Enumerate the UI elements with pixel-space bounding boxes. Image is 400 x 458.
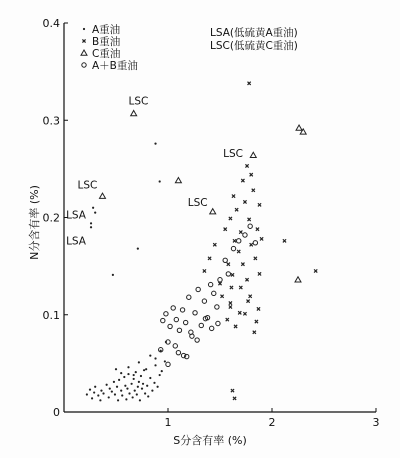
data-point — [208, 282, 212, 286]
data-point — [232, 195, 235, 198]
data-point — [250, 243, 253, 246]
x-marker-stroke — [250, 243, 253, 246]
x-marker-stroke — [208, 257, 211, 260]
data-point — [159, 374, 161, 376]
data-point — [131, 383, 133, 385]
data-point — [224, 228, 227, 231]
x-marker-stroke — [257, 307, 260, 310]
data-point — [154, 364, 156, 366]
point-annotation: LSC — [223, 148, 243, 161]
data-point — [235, 208, 238, 211]
data-point — [218, 278, 222, 282]
x-marker-stroke — [248, 218, 251, 221]
data-point — [137, 386, 139, 388]
x-marker-stroke — [229, 217, 232, 220]
data-point — [139, 399, 141, 401]
x-marker-stroke — [239, 230, 242, 233]
data-point — [250, 152, 256, 157]
data-point — [202, 299, 206, 303]
x-marker-stroke — [220, 295, 223, 298]
data-point — [135, 371, 137, 373]
data-point — [137, 248, 139, 250]
data-point — [210, 209, 216, 214]
data-point — [164, 312, 168, 316]
data-point — [94, 212, 96, 214]
data-point — [126, 388, 128, 390]
data-point — [143, 369, 145, 371]
data-point — [296, 125, 302, 130]
data-point — [260, 237, 263, 240]
x-marker-stroke — [232, 195, 235, 198]
y-tick-label: 0.3 — [42, 114, 60, 128]
x-marker-stroke — [245, 164, 248, 167]
data-point — [120, 372, 122, 374]
x-marker-stroke — [234, 325, 237, 328]
data-point — [127, 373, 129, 375]
data-point — [208, 257, 211, 260]
data-point — [157, 386, 159, 388]
series-3 — [159, 224, 258, 366]
data-point — [164, 360, 166, 362]
x-marker-stroke — [250, 173, 253, 176]
data-point — [220, 295, 223, 298]
legend-label: C重油 — [92, 48, 121, 60]
data-point — [180, 308, 184, 312]
data-point — [243, 312, 246, 315]
data-point — [86, 393, 88, 395]
data-point — [245, 164, 248, 167]
data-point — [187, 295, 191, 299]
data-point — [140, 375, 142, 377]
axes-layer — [27, 17, 380, 447]
x-marker-stroke — [249, 295, 252, 298]
data-point — [183, 320, 187, 324]
data-point — [255, 320, 258, 323]
data-point — [203, 269, 206, 272]
data-point — [231, 389, 234, 392]
data-point — [226, 318, 229, 321]
point-annotation: LSC — [128, 95, 149, 108]
data-point — [94, 386, 96, 388]
data-point — [239, 286, 242, 289]
x-marker-stroke — [245, 278, 248, 281]
y-tick-label: 0.2 — [42, 211, 60, 225]
data-point — [146, 385, 148, 387]
x-axis-label: S分含有率 (%) — [173, 434, 247, 447]
data-point — [241, 179, 244, 182]
data-point — [118, 379, 120, 381]
data-point — [229, 217, 232, 220]
point-annotation: LSC — [187, 196, 208, 209]
data-point — [212, 291, 216, 295]
x-marker-stroke — [252, 189, 255, 192]
data-point — [248, 224, 252, 228]
data-point — [238, 311, 241, 314]
data-point — [250, 173, 253, 176]
data-point — [120, 390, 122, 392]
data-point — [102, 392, 104, 394]
point-annotation: LSA — [66, 209, 86, 222]
data-point — [89, 389, 91, 391]
data-point — [97, 394, 99, 396]
legend-note: LSA(低硫黄A重油) — [210, 27, 298, 39]
data-point — [99, 399, 101, 401]
y-tick-label: 0.1 — [42, 308, 60, 322]
x-marker-stroke — [260, 237, 263, 240]
data-point — [108, 396, 110, 398]
x-marker-stroke — [239, 286, 242, 289]
data-point — [249, 295, 252, 298]
data-point — [106, 384, 108, 386]
x-marker-stroke — [226, 318, 229, 321]
data-point — [131, 110, 137, 115]
origin-tick-label: 0 — [53, 406, 60, 419]
data-point — [149, 377, 151, 379]
data-point — [173, 344, 177, 348]
x-marker-stroke — [248, 82, 251, 85]
data-point — [99, 193, 105, 198]
data-point — [258, 272, 261, 275]
data-point — [147, 395, 149, 397]
x-marker-stroke — [229, 301, 232, 304]
data-point — [227, 263, 230, 266]
data-point — [114, 393, 116, 395]
data-point — [233, 397, 236, 400]
data-point — [233, 239, 236, 242]
data-point — [226, 272, 230, 276]
x-marker-stroke — [233, 397, 236, 400]
data-point — [90, 222, 92, 224]
data-point — [141, 388, 143, 390]
data-point — [258, 203, 261, 206]
data-point — [133, 378, 135, 380]
x-marker-stroke — [254, 257, 257, 260]
data-point — [93, 391, 95, 393]
x-marker-stroke — [243, 200, 246, 203]
x-marker-stroke — [218, 282, 221, 285]
point-annotation: LSA — [66, 235, 86, 248]
data-point — [138, 361, 140, 363]
data-point — [257, 307, 260, 310]
data-point — [199, 323, 203, 327]
data-point — [127, 366, 129, 368]
data-point — [151, 390, 153, 392]
x-marker-stroke — [258, 203, 261, 206]
data-point — [218, 282, 221, 285]
legend-label: A＋B重油 — [92, 60, 138, 72]
data-point — [229, 301, 232, 304]
data-point — [195, 338, 199, 342]
x-tick-label: 1 — [164, 416, 172, 429]
x-marker-stroke — [224, 228, 227, 231]
x-marker-stroke — [243, 312, 246, 315]
x-marker-stroke — [229, 305, 232, 308]
x-tick-label: 2 — [268, 416, 276, 429]
data-point — [100, 390, 102, 392]
data-point — [215, 305, 219, 309]
data-point — [246, 300, 249, 303]
y-axis-label: N分含有率 (%) — [28, 185, 41, 260]
x-marker-stroke — [230, 286, 233, 289]
data-point — [91, 397, 93, 399]
data-point — [245, 278, 248, 281]
x-marker-stroke — [82, 39, 85, 42]
data-point — [144, 392, 146, 394]
data-point — [252, 189, 255, 192]
x-marker-stroke — [237, 250, 240, 253]
data-point — [283, 239, 286, 242]
data-point — [243, 200, 246, 203]
x-tick-label: 3 — [372, 416, 380, 429]
x-marker-stroke — [283, 239, 286, 242]
x-marker-stroke — [258, 272, 261, 275]
data-point — [254, 257, 257, 260]
data-point — [134, 390, 136, 392]
data-point — [90, 226, 92, 228]
data-point — [117, 399, 119, 401]
x-marker-stroke — [203, 269, 206, 272]
series-0 — [86, 142, 167, 401]
x-marker-stroke — [253, 331, 256, 334]
data-point — [124, 385, 126, 387]
legend-marker — [82, 63, 86, 67]
x-marker-stroke — [241, 179, 244, 182]
data-point — [216, 321, 220, 325]
x-marker-stroke — [227, 263, 230, 266]
data-point — [248, 82, 251, 85]
x-marker-stroke — [233, 239, 236, 242]
data-point — [229, 305, 232, 308]
legend-marker — [82, 39, 85, 42]
data-point — [128, 392, 130, 394]
data-point — [145, 368, 147, 370]
x-marker-stroke — [213, 243, 216, 246]
data-point — [256, 228, 259, 231]
data-point — [166, 362, 170, 366]
x-marker-stroke — [314, 269, 317, 272]
data-point — [109, 388, 111, 390]
data-point — [175, 178, 181, 183]
legend-marker — [81, 50, 87, 55]
x-marker-stroke — [231, 389, 234, 392]
legend-label: B重油 — [92, 36, 121, 48]
x-marker-stroke — [235, 208, 238, 211]
data-point — [153, 382, 155, 384]
data-point — [171, 306, 175, 310]
data-point — [154, 142, 156, 144]
data-point — [161, 370, 163, 372]
data-point — [154, 357, 156, 359]
data-point — [223, 258, 227, 262]
x-marker-stroke — [238, 311, 241, 314]
data-point — [133, 374, 135, 376]
data-point — [241, 263, 244, 266]
annotation-layer — [66, 96, 243, 248]
data-point — [253, 241, 257, 245]
data-point — [237, 239, 241, 243]
data-point — [125, 398, 127, 400]
data-point — [115, 368, 117, 370]
data-point — [239, 230, 242, 233]
data-point — [237, 250, 240, 253]
data-point — [159, 180, 161, 182]
x-marker-stroke — [241, 263, 244, 266]
data-point — [149, 354, 151, 356]
y-tick-label: 0.4 — [42, 17, 60, 30]
data-point — [177, 328, 181, 332]
data-point — [234, 325, 237, 328]
point-annotation: LSC — [77, 179, 98, 192]
legend-label: A重油 — [92, 24, 121, 36]
marks-layer — [86, 82, 318, 402]
data-point — [243, 233, 247, 237]
data-point — [132, 396, 134, 398]
data-point — [113, 381, 115, 383]
data-point — [136, 393, 138, 395]
data-point — [142, 383, 144, 385]
legend-note: LSC(低硫黄C重油) — [210, 40, 298, 52]
data-point — [116, 386, 118, 388]
legend-layer — [81, 23, 298, 72]
data-point — [295, 277, 301, 282]
data-point — [121, 394, 123, 396]
data-point — [112, 274, 114, 276]
x-marker-stroke — [231, 273, 234, 276]
data-point — [231, 246, 235, 250]
data-point — [300, 129, 306, 134]
data-point — [161, 318, 165, 322]
data-point — [193, 311, 197, 315]
data-point — [314, 269, 317, 272]
data-point — [196, 287, 200, 291]
series-1 — [203, 82, 317, 400]
data-point — [92, 207, 94, 209]
x-marker-stroke — [256, 228, 259, 231]
data-point — [231, 273, 234, 276]
data-point — [174, 317, 178, 321]
data-point — [176, 350, 180, 354]
data-point — [168, 324, 172, 328]
legend-marker — [83, 28, 85, 30]
x-marker-stroke — [255, 320, 258, 323]
data-point — [248, 218, 251, 221]
data-point — [230, 286, 233, 289]
data-point — [213, 243, 216, 246]
x-marker-stroke — [246, 300, 249, 303]
data-point — [253, 331, 256, 334]
data-point — [111, 390, 113, 392]
data-point — [209, 326, 213, 330]
data-point — [123, 376, 125, 378]
data-point — [138, 381, 140, 383]
